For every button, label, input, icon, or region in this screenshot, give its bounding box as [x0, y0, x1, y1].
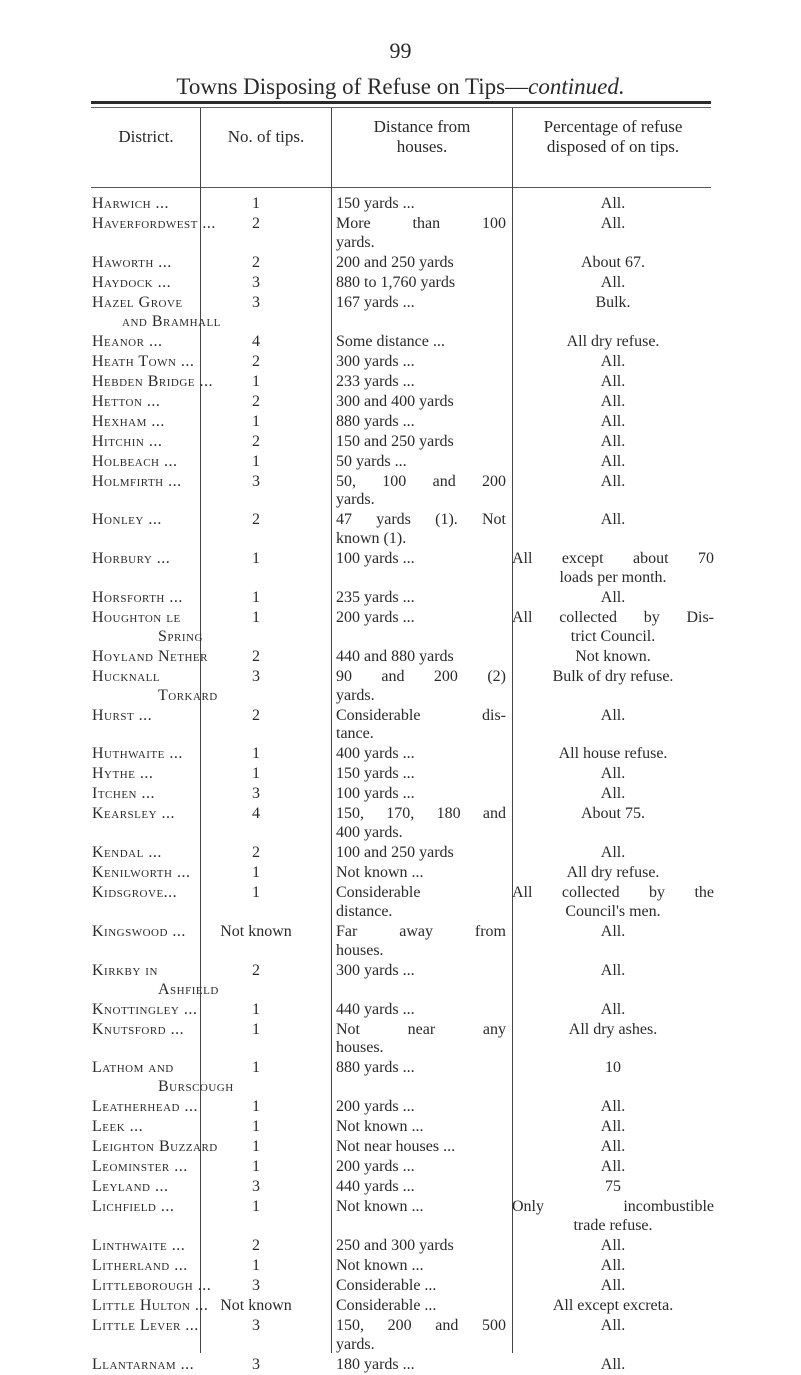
distance-cell — [336, 511, 506, 549]
distance-cell — [336, 333, 506, 352]
tips-count: 1 — [252, 884, 260, 902]
tips-count: 3 — [252, 1317, 260, 1334]
tips-count: 1 — [252, 1118, 260, 1136]
district-name: Huthwaite ... — [92, 745, 183, 763]
title-main: Towns Disposing of Refuse on Tips— — [176, 74, 529, 99]
page-number: 99 — [389, 38, 412, 63]
district-name: Hythe ... — [92, 765, 154, 783]
tips-count: 1 — [252, 550, 260, 568]
percentage-cell — [512, 1356, 714, 1375]
percentage-text: All. — [600, 765, 626, 783]
percentage-text: All. — [600, 412, 626, 430]
distance-cell — [336, 1138, 506, 1157]
distance-cell — [336, 1198, 506, 1217]
distance-text: 200 yards ... — [336, 609, 415, 626]
distance-text: 100 yards ... — [336, 785, 415, 803]
distance-cell — [336, 215, 506, 253]
percentage-cell — [512, 1277, 714, 1296]
percentage-text: All house refuse. — [558, 745, 668, 763]
distance-text: 200 yards ... — [336, 1158, 415, 1176]
percentage-text: All except excreta. — [552, 1297, 674, 1314]
percentage-text: All. — [600, 1277, 626, 1294]
percentage-text: Bulk. — [595, 293, 631, 311]
distance-cell — [336, 668, 506, 706]
distance-text: Considerable ... — [336, 1297, 437, 1314]
percentage-text: All. — [600, 1158, 626, 1176]
percentage-cell — [512, 550, 714, 588]
percentage-cell — [512, 353, 714, 372]
percentage-cell — [512, 294, 714, 313]
percentage-text: All. — [600, 1138, 626, 1156]
district-name: Little Hulton ... — [92, 1297, 209, 1314]
percentage-cell — [512, 413, 714, 432]
percentage-cell — [512, 923, 714, 942]
tips-count: 3 — [252, 1277, 260, 1294]
distance-text: 300 yards ... — [336, 352, 415, 370]
percentage-cell — [512, 884, 714, 922]
tips-count: Not known — [220, 923, 292, 940]
top-rule-thin — [91, 107, 711, 108]
tips-count: 4 — [252, 332, 260, 350]
district-name: Torkard — [158, 686, 218, 704]
district-name: Hetton ... — [92, 392, 161, 410]
tips-count: 1 — [252, 609, 260, 626]
distance-text: 200 yards ... — [336, 1098, 415, 1116]
distance-text: 440 yards ... — [336, 1000, 415, 1018]
distance-cell — [336, 923, 506, 961]
district-name: Leominster ... — [92, 1158, 188, 1176]
percentage-cell — [512, 864, 714, 883]
distance-text: 400 yards. — [336, 824, 403, 842]
distance-text: Not near any — [336, 1020, 506, 1038]
percentage-cell — [512, 1098, 714, 1117]
distance-text: 400 yards ... — [336, 745, 415, 763]
percentage-cell — [512, 785, 714, 804]
distance-cell — [336, 1098, 506, 1117]
distance-cell — [336, 1158, 506, 1177]
distance-text: 440 and 880 yards — [336, 647, 454, 665]
district-name: Hazel Grove — [92, 293, 183, 311]
distance-cell — [336, 353, 506, 372]
district-name: Kingswood ... — [92, 923, 186, 940]
percentage-cell — [512, 1001, 714, 1020]
page-title — [0, 74, 801, 100]
percentage-cell — [512, 1178, 714, 1197]
tips-count: 3 — [252, 1355, 260, 1373]
distance-cell — [336, 373, 506, 392]
distance-cell — [336, 294, 506, 313]
district-name: Holmfirth ... — [92, 472, 182, 490]
distance-text: More than 100 — [336, 215, 506, 232]
percentage-text: loads per month. — [559, 568, 667, 586]
distance-text: 150 yards ... — [336, 195, 415, 212]
percentage-cell — [512, 473, 714, 492]
percentage-cell — [512, 648, 714, 667]
percentage-cell — [512, 195, 714, 214]
distance-cell — [336, 1257, 506, 1276]
distance-text: 250 and 300 yards — [336, 1237, 454, 1254]
distance-text: Far away from — [336, 923, 506, 940]
tips-count: 2 — [252, 432, 260, 450]
distance-cell — [336, 785, 506, 804]
tips-count: 3 — [252, 293, 260, 311]
distance-text: known (1). — [336, 530, 407, 548]
percentage-text: All. — [600, 1118, 626, 1136]
header-rule — [91, 187, 711, 188]
distance-cell — [336, 195, 506, 214]
district-name: Leyland ... — [92, 1178, 169, 1196]
percentage-cell — [512, 668, 714, 687]
percentage-text: All. — [600, 432, 626, 450]
distance-text: 150 and 250 yards — [336, 432, 454, 450]
percentage-cell — [512, 589, 714, 608]
distance-cell — [336, 884, 506, 922]
district-name: Leatherhead ... — [92, 1098, 198, 1116]
district-name: Leighton Buzzard — [92, 1138, 218, 1156]
distance-text: 150, 170, 180 and — [336, 805, 506, 823]
district-name: Little Lever ... — [92, 1317, 199, 1334]
percentage-cell — [512, 707, 714, 726]
percentage-text: All. — [600, 511, 626, 529]
percentage-text: All. — [600, 1257, 626, 1274]
distance-text: Considerable dis- — [336, 706, 506, 724]
distance-text: 150 yards ... — [336, 765, 415, 783]
percentage-cell — [512, 1021, 714, 1040]
header-tips: No. of tips. — [227, 127, 305, 146]
distance-text: 880 to 1,760 yards — [336, 273, 456, 291]
tips-count: 4 — [252, 805, 260, 823]
distance-text: 880 yards ... — [336, 1059, 415, 1077]
district-name: Hoyland Nether — [92, 647, 208, 665]
district-name: Haydock ... — [92, 273, 172, 291]
distance-cell — [336, 745, 506, 764]
distance-cell — [336, 1356, 506, 1375]
percentage-text: All dry refuse. — [566, 864, 660, 882]
percentage-cell — [512, 1257, 714, 1276]
distance-text: 300 and 400 yards — [336, 392, 454, 410]
distance-text: Not known ... — [336, 1118, 424, 1136]
percentage-text: All. — [600, 215, 626, 232]
distance-cell — [336, 433, 506, 452]
percentage-text: About 75. — [581, 805, 645, 823]
distance-cell — [336, 550, 506, 569]
percentage-text: All. — [600, 844, 626, 862]
tips-count: 1 — [252, 1158, 260, 1176]
district-name: Knutsford ... — [92, 1020, 185, 1038]
percentage-cell — [512, 844, 714, 863]
district-name: Honley ... — [92, 511, 162, 529]
tips-count: 3 — [252, 667, 260, 685]
percentage-text: All. — [600, 452, 626, 470]
distance-text: 880 yards ... — [336, 412, 415, 430]
percentage-cell — [512, 1138, 714, 1157]
tips-count: 2 — [252, 1237, 260, 1254]
distance-cell — [336, 1178, 506, 1197]
percentage-text: All. — [600, 273, 626, 291]
tips-count: 2 — [252, 706, 260, 724]
distance-text: yards. — [336, 233, 375, 251]
header-distance-line2: houses. — [396, 137, 448, 156]
distance-text: 233 yards ... — [336, 372, 415, 390]
district-name: Spring — [158, 627, 203, 645]
header-distance-line1: Distance from — [373, 117, 471, 136]
distance-cell — [336, 589, 506, 608]
distance-cell — [336, 765, 506, 784]
tips-count: 1 — [252, 452, 260, 470]
district-name: Hebden Bridge ... — [92, 372, 213, 390]
tips-count: 2 — [252, 352, 260, 370]
percentage-text: All. — [600, 1000, 626, 1018]
tips-count: 2 — [252, 253, 260, 271]
percentage-cell — [512, 745, 714, 764]
tips-count: 3 — [252, 1178, 260, 1196]
district-name: Hucknall — [92, 667, 161, 685]
district-name: Kenilworth ... — [92, 864, 191, 882]
distance-text: 50, 100 and 200 — [336, 472, 506, 490]
district-name: Kearsley ... — [92, 805, 176, 823]
distance-text: Not known ... — [336, 1257, 424, 1274]
district-name: Horbury ... — [92, 550, 171, 568]
district-name: Houghton le — [92, 609, 181, 626]
distance-text: 200 and 250 yards — [336, 253, 454, 271]
percentage-text: All. — [600, 372, 626, 390]
district-name: Burscough — [158, 1078, 234, 1096]
percentage-text: All. — [600, 352, 626, 370]
percentage-text: All. — [600, 1098, 626, 1116]
distance-text: Considerable — [336, 884, 421, 902]
district-name: Littleborough ... — [92, 1277, 212, 1294]
tips-count: 2 — [252, 215, 260, 232]
tips-count: 1 — [252, 372, 260, 390]
percentage-cell — [512, 274, 714, 293]
distance-text: 235 yards ... — [336, 589, 415, 606]
distance-text: 47 yards (1). Not — [336, 511, 506, 529]
distance-cell — [336, 254, 506, 273]
tips-count: 3 — [252, 472, 260, 490]
percentage-cell — [512, 333, 714, 352]
distance-text: 150, 200 and 500 — [336, 1317, 506, 1334]
header-district: District. — [118, 127, 174, 146]
tips-count: 1 — [252, 412, 260, 430]
district-name: Lichfield ... — [92, 1198, 175, 1216]
percentage-cell — [512, 215, 714, 234]
distance-text: yards. — [336, 1335, 375, 1353]
percentage-cell — [512, 1237, 714, 1256]
district-name: Haworth ... — [92, 253, 172, 271]
distance-cell — [336, 274, 506, 293]
percentage-text: All. — [600, 785, 626, 803]
tips-count: 1 — [252, 1020, 260, 1038]
distance-cell — [336, 1317, 506, 1355]
percentage-text: About 67. — [581, 253, 645, 271]
distance-text: 440 yards ... — [336, 1178, 415, 1196]
district-name: Kendal ... — [92, 844, 162, 862]
district-name: Llantarnam ... — [92, 1355, 195, 1373]
percentage-text: All. — [600, 961, 626, 979]
district-name: Leek ... — [92, 1118, 144, 1136]
tips-count: Not known — [220, 1297, 292, 1314]
distance-cell — [336, 1237, 506, 1256]
distance-text: Not known ... — [336, 864, 424, 882]
distance-cell — [336, 707, 506, 745]
percentage-cell — [512, 1059, 714, 1078]
distance-text: 300 yards ... — [336, 961, 415, 979]
distance-cell — [336, 1021, 506, 1059]
percentage-cell — [512, 511, 714, 530]
distance-text: yards. — [336, 686, 375, 704]
distance-cell — [336, 1059, 506, 1078]
distance-text: Some distance ... — [336, 332, 445, 350]
distance-cell — [336, 1297, 506, 1316]
percentage-cell — [512, 453, 714, 472]
tips-count: 1 — [252, 745, 260, 763]
tips-count: 1 — [252, 589, 260, 606]
distance-cell — [336, 453, 506, 472]
distance-cell — [336, 648, 506, 667]
percentage-text: All. — [600, 1355, 626, 1373]
district-name: Hitchin ... — [92, 432, 163, 450]
district-name: Horsforth ... — [92, 589, 183, 606]
tips-count: 1 — [252, 1138, 260, 1156]
distance-text: 100 yards ... — [336, 550, 415, 568]
district-name: Heanor ... — [92, 332, 163, 350]
distance-text: 180 yards ... — [336, 1355, 415, 1373]
percentage-cell — [512, 393, 714, 412]
percentage-text: All. — [600, 1237, 626, 1254]
tips-count: 1 — [252, 1098, 260, 1116]
percentage-text: All dry ashes. — [568, 1020, 658, 1038]
distance-text: Considerable ... — [336, 1277, 437, 1294]
district-name: Heath Town ... — [92, 352, 195, 370]
header-percentage-line2: disposed of on tips. — [546, 137, 680, 156]
percentage-text: All. — [600, 1317, 626, 1334]
percentage-cell — [512, 609, 714, 647]
tips-count: 3 — [252, 785, 260, 803]
percentage-cell — [512, 1317, 714, 1336]
distance-cell — [336, 413, 506, 432]
district-name: Holbeach ... — [92, 452, 178, 470]
percentage-cell — [512, 254, 714, 273]
district-name: Linthwaite ... — [92, 1237, 186, 1254]
district-name: Litherland ... — [92, 1257, 188, 1274]
distance-cell — [336, 805, 506, 843]
percentage-cell — [512, 805, 714, 824]
percentage-cell — [512, 962, 714, 981]
distance-cell — [336, 962, 506, 981]
tips-count: 1 — [252, 765, 260, 783]
tips-count: 2 — [252, 844, 260, 862]
district-name: Hurst ... — [92, 706, 153, 724]
district-name: and Bramhall — [122, 312, 221, 330]
percentage-text: All. — [600, 195, 626, 212]
percentage-cell — [512, 1297, 714, 1316]
distance-text: houses. — [336, 941, 384, 959]
distance-text: yards. — [336, 491, 375, 509]
percentage-text: All collected by Dis- — [512, 609, 714, 626]
distance-text: tance. — [336, 725, 374, 743]
title-continued: continued. — [528, 74, 625, 99]
percentage-cell — [512, 1158, 714, 1177]
percentage-cell — [512, 1118, 714, 1137]
header-distance — [332, 117, 512, 157]
percentage-cell — [512, 373, 714, 392]
district-name: Lathom and — [92, 1059, 174, 1077]
tips-count: 1 — [252, 1198, 260, 1216]
distance-cell — [336, 393, 506, 412]
percentage-text: All. — [600, 923, 626, 940]
percentage-text: All. — [600, 706, 626, 724]
district-name: Ashfield — [158, 980, 219, 998]
tips-count: 1 — [252, 1000, 260, 1018]
percentage-text: All collected by the — [512, 884, 714, 902]
tips-count: 2 — [252, 511, 260, 529]
distance-text: Not known ... — [336, 1198, 424, 1216]
percentage-text: All except about 70 — [512, 550, 714, 568]
distance-text: Not near houses ... — [336, 1138, 456, 1156]
percentage-text: All. — [600, 472, 626, 490]
tips-count: 1 — [252, 195, 260, 212]
percentage-text: 75 — [605, 1178, 621, 1196]
distance-text: houses. — [336, 1039, 384, 1057]
distance-cell — [336, 609, 506, 628]
tips-count: 1 — [252, 864, 260, 882]
district-name: Itchen ... — [92, 785, 155, 803]
district-name: Kirkby in — [92, 961, 158, 979]
percentage-text: trict Council. — [570, 627, 656, 645]
percentage-text: All. — [600, 589, 626, 606]
distance-cell — [336, 864, 506, 883]
district-name: Kidsgrove... — [92, 884, 178, 902]
percentage-text: All dry refuse. — [566, 332, 660, 350]
percentage-cell — [512, 1198, 714, 1236]
distance-cell — [336, 1001, 506, 1020]
distance-text: 100 and 250 yards — [336, 844, 454, 862]
tips-count: 1 — [252, 1257, 260, 1274]
tips-count: 2 — [252, 647, 260, 665]
percentage-text: Only incombustible — [512, 1198, 714, 1216]
distance-text: distance. — [336, 902, 393, 920]
distance-cell — [336, 844, 506, 863]
distance-text: 90 and 200 (2) — [336, 667, 506, 685]
percentage-text: Not known. — [575, 647, 651, 665]
distance-cell — [336, 473, 506, 511]
district-name: Harwich ... — [92, 195, 170, 212]
district-name: Haverfordwest ... — [92, 215, 216, 232]
tips-count: 2 — [252, 961, 260, 979]
percentage-text: Council's men. — [565, 902, 661, 920]
percentage-text: All. — [600, 392, 626, 410]
percentage-cell — [512, 433, 714, 452]
tips-count: 3 — [252, 273, 260, 291]
header-percentage-line1: Percentage of refuse — [543, 117, 683, 136]
header-percentage — [513, 117, 713, 157]
distance-cell — [336, 1118, 506, 1137]
percentage-text: Bulk of dry refuse. — [552, 667, 674, 685]
tips-count: 1 — [252, 1059, 260, 1077]
distance-cell — [336, 1277, 506, 1296]
tips-count: 2 — [252, 392, 260, 410]
district-name: Hexham ... — [92, 412, 165, 430]
top-rule-thick — [91, 101, 711, 104]
district-name: Knottingley ... — [92, 1000, 198, 1018]
percentage-cell — [512, 765, 714, 784]
distance-text: 50 yards ... — [336, 452, 407, 470]
distance-text: 167 yards ... — [336, 293, 415, 311]
percentage-text: trade refuse. — [573, 1216, 653, 1234]
percentage-text: 10 — [605, 1059, 621, 1077]
